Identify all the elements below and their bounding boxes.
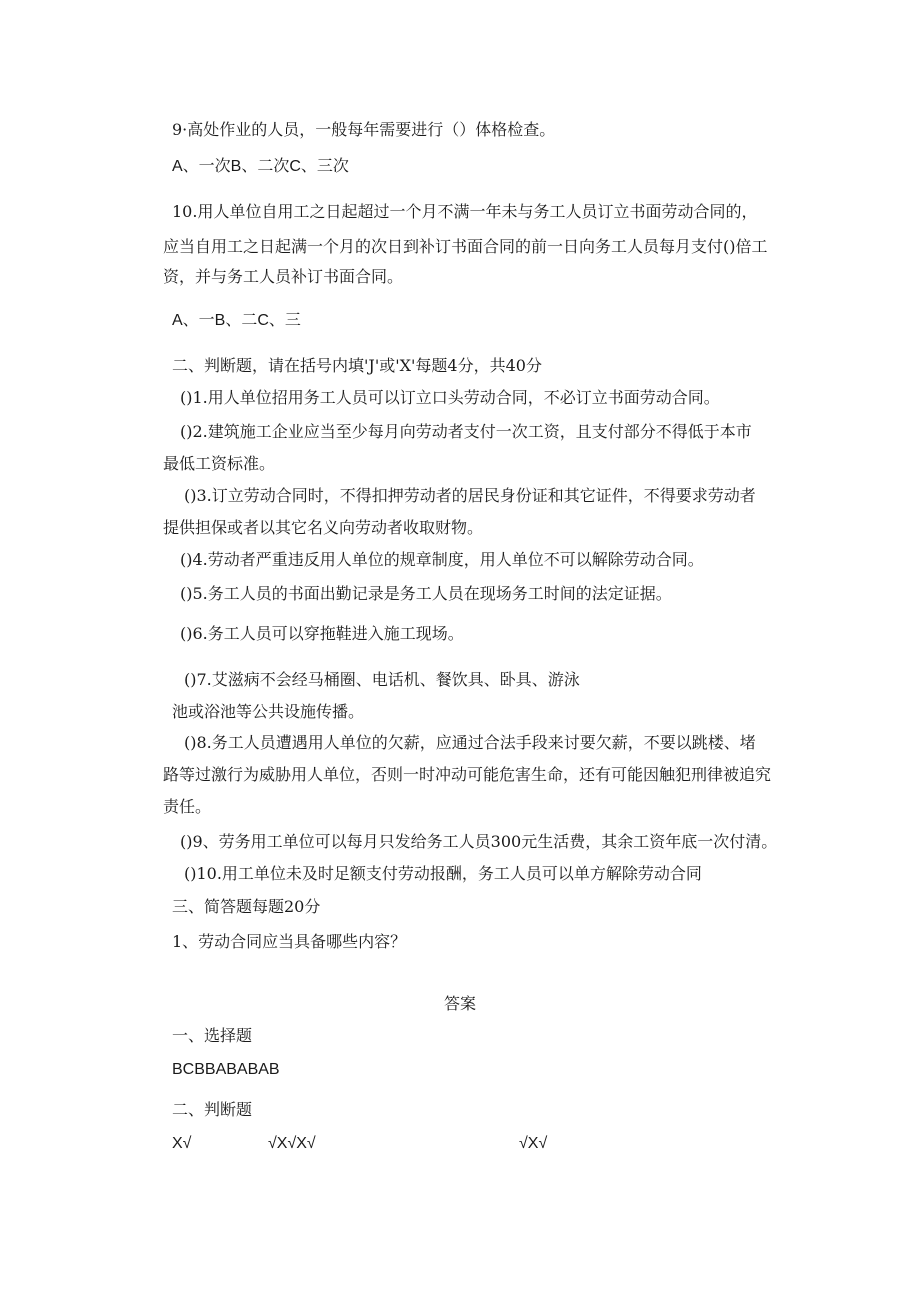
- judgment-item-5: ()5.务工人员的书面出勤记录是务工人员在现场务工时间的法定证据。: [180, 584, 672, 603]
- answers-title: 答案: [444, 994, 477, 1013]
- answers-judgment-part-1: X√: [172, 1135, 192, 1152]
- judgment-item-1: ()1.用人单位招用务工人员可以订立口头劳动合同，不必订立书面劳动合同。: [180, 388, 720, 407]
- answers-judgment-part-2: √X√X√: [268, 1135, 316, 1152]
- question-10-line-2: 应当自用工之日起满一个月的次日到补订书面合同的前一日向务工人员每月支付()倍工: [163, 237, 768, 256]
- answers-choice-values: BCBBABABAB: [172, 1061, 280, 1078]
- judgment-item-4: ()4.劳动者严重违反用人单位的规章制度，用人单位不可以解除劳动合同。: [180, 550, 704, 569]
- judgment-item-7-line-2: 池或浴池等公共设施传播。: [172, 702, 365, 721]
- question-9-options: A、一次B、二次C、三次: [172, 158, 349, 175]
- question-10-line-3: 资，并与务工人员补订书面合同。: [163, 267, 404, 286]
- answers-judgment-part-3: √X√: [519, 1135, 548, 1152]
- judgment-item-8-line-2: 路等过激行为威胁用人单位，否则一时冲动可能危害生命，还有可能因触犯刑律被追究: [163, 765, 772, 784]
- question-10-line-1: 10.用人单位自用工之日起超过一个月不满一年未与务工人员订立书面劳动合同的，: [172, 202, 758, 221]
- question-9-stem: 9·高处作业的人员，一般每年需要进行（）体格检查。: [172, 120, 556, 139]
- judgment-item-8-line-1: ()8.务工人员遭遇用人单位的欠薪，应通过合法手段来讨要欠薪，不要以跳楼、堵: [184, 733, 756, 752]
- judgment-item-2-line-1: ()2.建筑施工企业应当至少每月向劳动者支付一次工资，且支付部分不得低于本市: [180, 422, 752, 441]
- answers-judgment-heading: 二、判断题: [172, 1100, 253, 1119]
- short-answer-question-1: 1、劳动合同应当具备哪些内容？: [172, 932, 407, 951]
- judgment-heading: 二、判断题，请在括号内填'J'或'X'每题4分，共40分: [172, 356, 542, 375]
- answers-choice-heading: 一、选择题: [172, 1026, 253, 1045]
- judgment-item-2-line-2: 最低工资标准。: [163, 454, 276, 473]
- judgment-item-6: ()6.务工人员可以穿拖鞋进入施工现场。: [180, 624, 464, 643]
- question-10-options: A、一B、二C、三: [172, 312, 301, 329]
- judgment-item-3-line-2: 提供担保或者以其它名义向劳动者收取财物。: [163, 518, 484, 537]
- judgment-item-7-line-1: ()7.艾滋病不会经马桶圈、电话机、餐饮具、卧具、游泳: [184, 670, 580, 689]
- judgment-item-3-line-1: ()3.订立劳动合同时，不得扣押劳动者的居民身份证和其它证件，不得要求劳动者: [184, 486, 756, 505]
- judgment-item-10: ()10.用工单位未及时足额支付劳动报酬，务工人员可以单方解除劳动合同: [184, 864, 702, 883]
- judgment-item-9: ()9、劳务用工单位可以每月只发给务工人员300元生活费，其余工资年底一次付清。: [180, 832, 778, 851]
- judgment-item-8-line-3: 责任。: [163, 797, 212, 816]
- short-answer-heading: 三、简答题每题20分: [172, 897, 321, 916]
